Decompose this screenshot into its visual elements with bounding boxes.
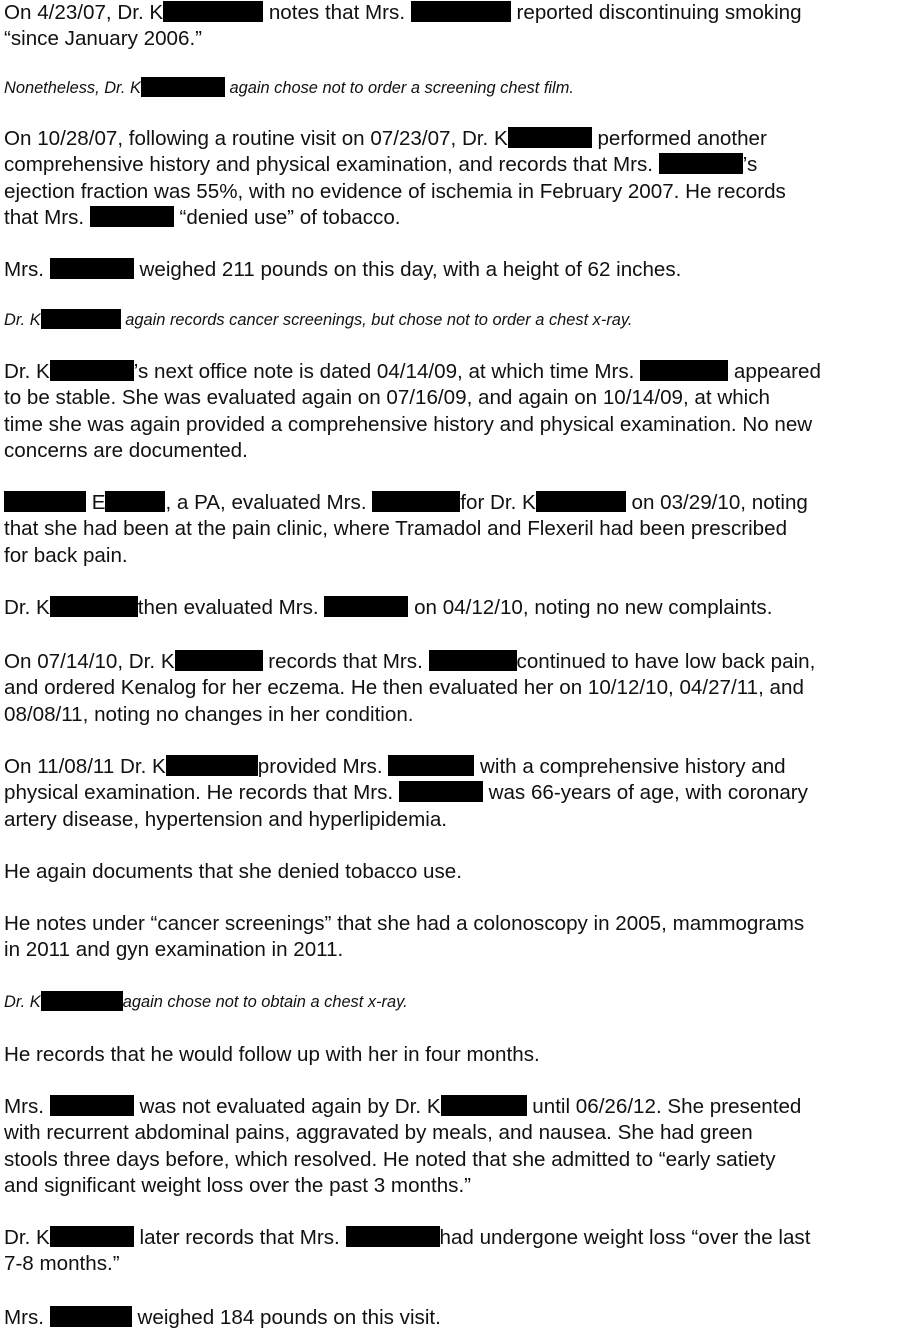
paragraph-office-note-04-14-09: [4, 359, 821, 464]
redaction-box: [429, 650, 517, 671]
text-run: on 04/12/10, noting no new complaints.: [408, 596, 773, 619]
text-run: He records that he would follow up with her in four months.: [4, 1043, 540, 1066]
redaction-box: [166, 755, 258, 776]
redaction-box: [90, 206, 174, 227]
text-run: with recurrent abdominal pains, aggravated by meals, and nausea. She had green: [4, 1121, 753, 1145]
note-no-chest-xray-2: [4, 991, 408, 1013]
text-run: to be stable. She was evaluated again on 07/16/09, and again on 10/14/09, at which: [4, 386, 770, 410]
text-run: On 10/28/07, following a routine visit on 07/23/07, Dr. K: [4, 127, 508, 150]
text-run: 08/08/11, noting no changes in her condition.: [4, 702, 414, 726]
text-run: on 03/29/10, noting: [625, 491, 808, 514]
redaction-box: [659, 153, 743, 174]
text-run: again chose not to order a screening chest film.: [224, 79, 574, 97]
text-run: He notes under “cancer screenings” that she had a colonoscopy in 2005, mammograms: [4, 912, 805, 935]
text-run: records that Mrs.: [262, 650, 429, 673]
text-run: notes that Mrs.: [263, 1, 411, 24]
redaction-box: [50, 360, 134, 381]
paragraph-exam-11-08-11: [4, 754, 808, 833]
text-run: On 11/08/11 Dr. K: [4, 755, 166, 778]
paragraph-evaluation-04-12-10: [4, 595, 772, 621]
text-run: and ordered Kenalog for her eczema. He then evaluated her on 10/12/10, 04/27/11, and: [4, 676, 804, 700]
text-run: again chose not to obtain a chest x-ray.: [122, 993, 408, 1011]
text-run: weighed 211 pounds on this day, with a height of 62 inches.: [133, 258, 682, 281]
redaction-box: [50, 258, 134, 279]
paragraph-evaluation-06-26-12: [4, 1094, 801, 1199]
redaction-box: [41, 991, 123, 1011]
text-run: that Mrs.: [4, 205, 90, 229]
text-run: , a PA, evaluated Mrs.: [165, 491, 373, 514]
text-run: Mrs.: [4, 1306, 50, 1329]
text-run: until 06/26/12. She presented: [526, 1095, 802, 1118]
text-run: Nonetheless, Dr. K: [4, 79, 141, 97]
text-run: “denied use” of tobacco.: [173, 205, 401, 229]
redaction-box: [175, 650, 263, 671]
redaction-box: [50, 1226, 134, 1247]
redaction-box: [50, 596, 138, 617]
paragraph-evaluation-07-14-10: [4, 649, 815, 728]
text-run: continued to have low back pain,: [516, 650, 816, 673]
text-run: Dr. K: [4, 311, 41, 329]
paragraph-weight-211: [4, 257, 681, 283]
text-run: performed another: [591, 127, 767, 150]
paragraph-pa-evaluation: [4, 490, 808, 569]
text-run: again records cancer screenings, but chose not to order a chest x-ray.: [120, 311, 633, 329]
text-run: with a comprehensive history and: [474, 755, 786, 778]
redaction-box: [372, 491, 460, 512]
redaction-box: [346, 1226, 440, 1247]
text-run: reported discontinuing smoking: [510, 1, 802, 24]
text-run: stools three days before, which resolved. He noted that she admitted to “early satiety: [4, 1147, 776, 1171]
text-run: comprehensive history and physical examination, and records that Mrs.: [4, 153, 659, 177]
redaction-box: [105, 491, 165, 512]
text-run: appeared: [728, 360, 821, 383]
redaction-box: [41, 309, 121, 329]
redaction-box: [640, 360, 728, 381]
paragraph-cancer-screenings: [4, 911, 804, 964]
text-run: Dr. K: [4, 360, 50, 383]
redaction-box: [4, 491, 86, 512]
redaction-box: [508, 127, 592, 148]
text-run: Mrs.: [4, 258, 50, 281]
text-run: On 07/14/10, Dr. K: [4, 650, 175, 673]
paragraph-denied-tobacco: [4, 859, 462, 885]
text-run: E: [86, 491, 106, 514]
text-run: ’s: [742, 153, 758, 177]
text-run: in 2011 and gyn examination in 2011.: [4, 938, 344, 962]
text-run: time she was again provided a comprehensive history and physical examination. No new: [4, 412, 813, 436]
text-run: artery disease, hypertension and hyperlipidemia.: [4, 807, 448, 831]
text-run: that she had been at the pain clinic, where Tramadol and Flexeril had been prescribed: [4, 517, 788, 541]
text-run: “since January 2006.”: [4, 27, 203, 51]
paragraph-weight-184: [4, 1305, 441, 1331]
redaction-box: [411, 1, 511, 22]
text-run: for Dr. K: [460, 491, 536, 514]
text-run: Dr. K: [4, 596, 50, 619]
text-run: ejection fraction was 55%, with no evidence of ischemia in February 2007. He records: [4, 179, 786, 203]
text-run: 7-8 months.”: [4, 1252, 120, 1276]
paragraph-weight-loss: [4, 1225, 810, 1278]
redaction-box: [50, 1306, 132, 1327]
paragraph-follow-up: [4, 1042, 540, 1068]
redaction-box: [388, 755, 474, 776]
redaction-box: [399, 781, 483, 802]
note-no-screening-chest-film: [4, 77, 574, 99]
text-run: weighed 184 pounds on this visit.: [131, 1306, 441, 1329]
text-run: for back pain.: [4, 543, 128, 567]
text-run: then evaluated Mrs.: [137, 596, 325, 619]
text-run: He again documents that she denied tobacco use.: [4, 860, 462, 883]
text-run: Dr. K: [4, 993, 41, 1011]
paragraph-exam-10-28-07: [4, 126, 786, 231]
text-run: On 4/23/07, Dr. K: [4, 1, 164, 24]
text-run: ’s next office note is dated 04/14/09, at which time Mrs.: [133, 360, 641, 383]
text-run: physical examination. He records that Mrs.: [4, 781, 399, 805]
redaction-box: [324, 596, 408, 617]
text-run: had undergone weight loss “over the last: [439, 1226, 811, 1249]
paragraph-smoking-discontinued: [4, 0, 802, 53]
text-run: Mrs.: [4, 1095, 50, 1118]
redaction-box: [50, 1095, 134, 1116]
text-run: Dr. K: [4, 1226, 50, 1249]
text-run: and significant weight loss over the past 3 months.”: [4, 1173, 472, 1197]
text-run: concerns are documented.: [4, 438, 248, 462]
redaction-box: [141, 77, 225, 97]
note-no-chest-xray-1: [4, 309, 632, 331]
text-run: was 66-years of age, with coronary: [482, 781, 808, 805]
redaction-box: [536, 491, 626, 512]
text-run: was not evaluated again by Dr. K: [133, 1095, 441, 1118]
text-run: provided Mrs.: [257, 755, 389, 778]
text-run: later records that Mrs.: [133, 1226, 346, 1249]
redaction-box: [163, 1, 263, 22]
redaction-box: [441, 1095, 527, 1116]
